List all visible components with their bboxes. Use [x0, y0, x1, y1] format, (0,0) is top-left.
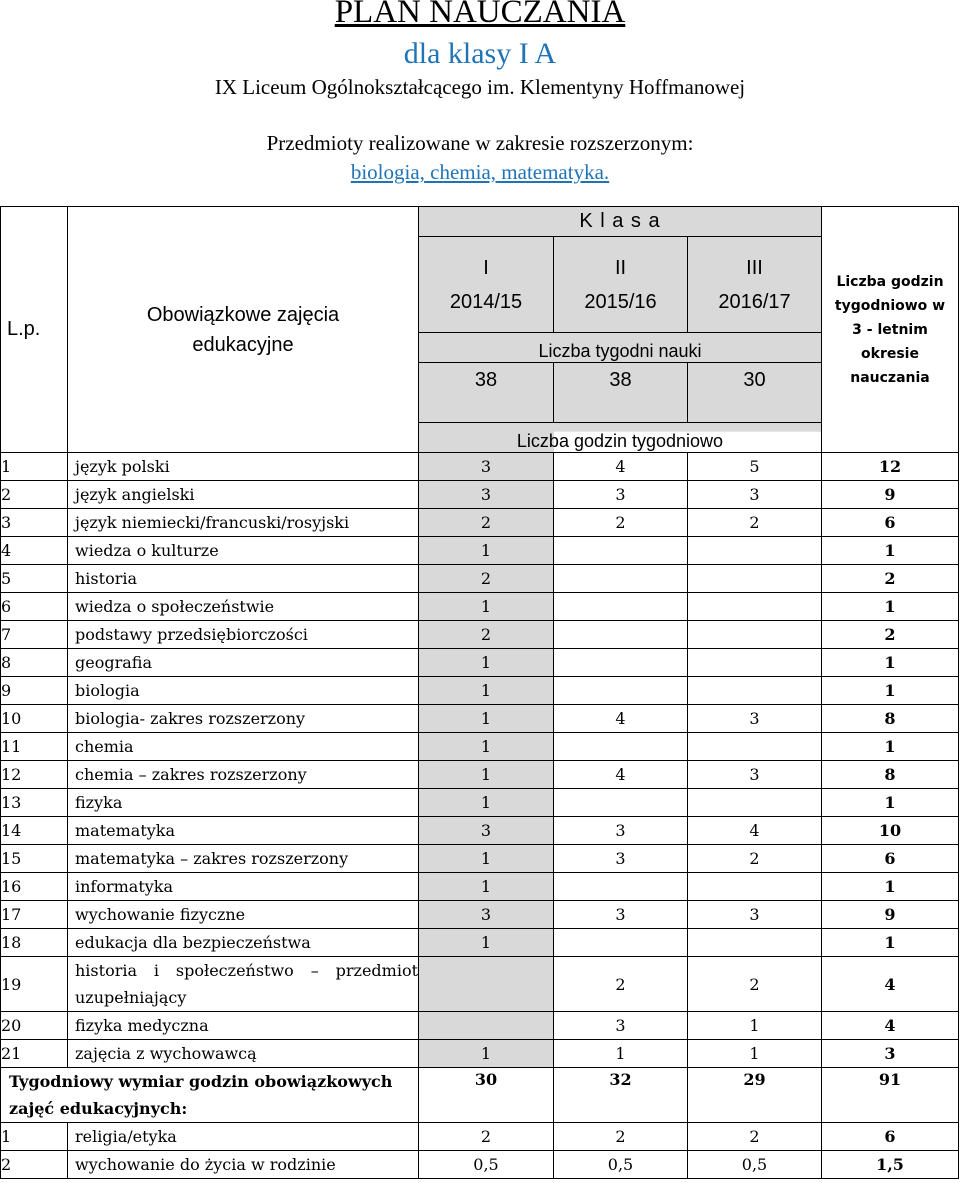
- class-2-weeks: 38: [554, 363, 688, 423]
- class-3-hours: 3: [688, 901, 822, 929]
- total-header: [822, 207, 959, 453]
- class-1-hours: 3: [419, 817, 554, 845]
- total-hours: 12: [822, 453, 959, 481]
- class-3-hours: 5: [688, 453, 822, 481]
- row-number: 19: [1, 957, 68, 1012]
- table-row: [1, 481, 959, 509]
- table-row: [1, 649, 959, 677]
- total-hours: 6: [822, 509, 959, 537]
- class-2-hours: 4: [554, 705, 688, 733]
- class-3-hours: [688, 621, 822, 649]
- table-row: [1, 733, 959, 761]
- curriculum-table: [0, 206, 959, 1179]
- class-2-hours: 2: [554, 1123, 688, 1151]
- subject-header-text: Obowiązkowe zajęcia edukacyjne: [146, 303, 340, 356]
- table-row: [1, 1040, 959, 1068]
- extended-intro: Przedmioty realizowane w zakresie rozszerzonym:: [266, 131, 694, 155]
- class-3-weeks: 30: [688, 363, 822, 423]
- class-3-hours: [688, 873, 822, 901]
- class-2-hours: 3: [554, 817, 688, 845]
- subject-name: wiedza o społeczeństwie: [68, 593, 419, 621]
- class-3-hours: 2: [688, 1123, 822, 1151]
- class-1-hours: 3: [419, 901, 554, 929]
- class-1-hours: 1: [419, 705, 554, 733]
- class-2-hours: 4: [554, 453, 688, 481]
- row-number: 10: [1, 705, 68, 733]
- class-3-hours: [688, 733, 822, 761]
- class-3-hours: 3: [688, 705, 822, 733]
- class-2-header: [554, 237, 688, 333]
- class-3-hours: [688, 565, 822, 593]
- subject-name: fizyka: [68, 789, 419, 817]
- subject-name: chemia: [68, 733, 419, 761]
- class-1-hours: [419, 957, 554, 1012]
- class-2-hours: [554, 649, 688, 677]
- row-number: 2: [1, 481, 68, 509]
- class-1-hours: 1: [419, 649, 554, 677]
- class-1-hours: 1: [419, 733, 554, 761]
- row-number: 4: [1, 537, 68, 565]
- row-number: 9: [1, 677, 68, 705]
- subject-header: [68, 207, 419, 453]
- totals-row: [1, 1068, 959, 1123]
- total-hours: 1: [822, 593, 959, 621]
- class-1-years: 2014/15: [449, 290, 523, 313]
- table-row: [1, 677, 959, 705]
- totals-c3: 29: [688, 1068, 822, 1123]
- table-row: [1, 1123, 959, 1151]
- table-row: [1, 817, 959, 845]
- class-1-hours: [419, 1012, 554, 1040]
- subject-name: historia i społeczeństwo – przedmiot uzupełniający: [68, 957, 419, 1012]
- total-hours: 8: [822, 705, 959, 733]
- subject-name: podstawy przedsiębiorczości: [68, 621, 419, 649]
- class-2-hours: 1: [554, 1040, 688, 1068]
- row-number: 1: [1, 453, 68, 481]
- class-2-hours: 3: [554, 845, 688, 873]
- total-hours: 4: [822, 1012, 959, 1040]
- table-row: [1, 565, 959, 593]
- row-number: 5: [1, 565, 68, 593]
- class-1-hours: 1: [419, 677, 554, 705]
- subject-name: matematyka – zakres rozszerzony: [68, 845, 419, 873]
- class-1-weeks: 38: [419, 363, 554, 423]
- class-2-hours: 3: [554, 901, 688, 929]
- class-2-hours: [554, 873, 688, 901]
- table-row: [1, 453, 959, 481]
- subject-name: edukacja dla bezpieczeństwa: [68, 929, 419, 957]
- row-number: 20: [1, 1012, 68, 1040]
- class-2-hours: [554, 593, 688, 621]
- class-3-hours: [688, 593, 822, 621]
- subject-name: biologia- zakres rozszerzony: [68, 705, 419, 733]
- class-2-hours: 4: [554, 761, 688, 789]
- subject-name: wiedza o kulturze: [68, 537, 419, 565]
- class-1-hours: 2: [419, 565, 554, 593]
- row-number: 14: [1, 817, 68, 845]
- totals-label: Tygodniowy wymiar godzin obowiązkowych zajęć edukacyjnych:: [1, 1068, 419, 1123]
- class-2-hours: 2: [554, 509, 688, 537]
- row-number: 3: [1, 509, 68, 537]
- row-number: 18: [1, 929, 68, 957]
- class-3-hours: [688, 537, 822, 565]
- class-2-hours: [554, 565, 688, 593]
- total-hours: 1: [822, 733, 959, 761]
- row-number: 15: [1, 845, 68, 873]
- class-1-hours: 1: [419, 593, 554, 621]
- subject-name: chemia – zakres rozszerzony: [68, 761, 419, 789]
- class-3-hours: 2: [688, 957, 822, 1012]
- totals-c2: 32: [554, 1068, 688, 1123]
- document-title: PLAN NAUCZANIA: [334, 0, 626, 30]
- table-row: [1, 761, 959, 789]
- class-line: dla klasy I A: [403, 37, 557, 70]
- subject-name: historia: [68, 565, 419, 593]
- class-2-hours: [554, 789, 688, 817]
- class-1-hours: 1: [419, 761, 554, 789]
- weeks-label: Liczba tygodni nauki: [419, 333, 822, 363]
- row-number: 11: [1, 733, 68, 761]
- class-3-hours: [688, 649, 822, 677]
- subject-name: informatyka: [68, 873, 419, 901]
- class-3-hours: 3: [688, 481, 822, 509]
- total-hours: 1,5: [822, 1151, 959, 1179]
- table-row: [1, 705, 959, 733]
- table-row: [1, 621, 959, 649]
- row-number: 8: [1, 649, 68, 677]
- class-1-roman: I: [483, 256, 489, 279]
- row-number: 7: [1, 621, 68, 649]
- class-1-hours: 1: [419, 929, 554, 957]
- subject-name: język polski: [68, 453, 419, 481]
- class-2-hours: 3: [554, 481, 688, 509]
- total-hours: 6: [822, 1123, 959, 1151]
- class-3-hours: [688, 677, 822, 705]
- row-number: 21: [1, 1040, 68, 1068]
- subject-name: zajęcia z wychowawcą: [68, 1040, 419, 1068]
- class-1-hours: 1: [419, 873, 554, 901]
- class-3-hours: 0,5: [688, 1151, 822, 1179]
- table-row: [1, 593, 959, 621]
- subject-name: wychowanie do życia w rodzinie: [68, 1151, 419, 1179]
- class-3-hours: [688, 789, 822, 817]
- class-1-hours: 1: [419, 1040, 554, 1068]
- total-hours: 4: [822, 957, 959, 1012]
- class-3-hours: 1: [688, 1012, 822, 1040]
- class-2-hours: [554, 537, 688, 565]
- school-name: IX Liceum Ogólnokształcącego im. Klementyny Hoffmanowej: [214, 75, 746, 99]
- class-3-hours: 4: [688, 817, 822, 845]
- class-3-hours: 1: [688, 1040, 822, 1068]
- row-number: 16: [1, 873, 68, 901]
- row-number: 1: [1, 1123, 68, 1151]
- subject-name: biologia: [68, 677, 419, 705]
- total-hours: 9: [822, 481, 959, 509]
- table-row: [1, 873, 959, 901]
- extended-subjects: biologia, chemia, matematyka.: [350, 160, 610, 184]
- table-row: [1, 537, 959, 565]
- totals-total: 91: [822, 1068, 959, 1123]
- total-hours: 6: [822, 845, 959, 873]
- subject-name: wychowanie fizyczne: [68, 901, 419, 929]
- class-2-years: 2015/16: [584, 290, 657, 313]
- row-number: 6: [1, 593, 68, 621]
- total-hours: 10: [822, 817, 959, 845]
- total-hours: 1: [822, 873, 959, 901]
- class-1-hours: 3: [419, 481, 554, 509]
- table-row: [1, 957, 959, 1012]
- class-2-hours: 3: [554, 1012, 688, 1040]
- lp-header: L.p.: [1, 207, 68, 453]
- class-1-hours: 3: [419, 453, 554, 481]
- class-3-hours: [688, 929, 822, 957]
- class-1-hours: 1: [419, 537, 554, 565]
- class-3-hours: 3: [688, 761, 822, 789]
- total-hours: 8: [822, 761, 959, 789]
- table-row: [1, 929, 959, 957]
- total-hours: 2: [822, 565, 959, 593]
- row-number: 17: [1, 901, 68, 929]
- total-hours: 1: [822, 537, 959, 565]
- class-3-years: 2016/17: [718, 290, 791, 313]
- total-hours: 3: [822, 1040, 959, 1068]
- table-row: [1, 901, 959, 929]
- row-number: 2: [1, 1151, 68, 1179]
- total-hours: 1: [822, 677, 959, 705]
- class-3-header: [688, 237, 822, 333]
- class-1-hours: 0,5: [419, 1151, 554, 1179]
- class-2-hours: [554, 677, 688, 705]
- totals-c1: 30: [419, 1068, 554, 1123]
- class-2-hours: 0,5: [554, 1151, 688, 1179]
- row-number: 13: [1, 789, 68, 817]
- class-1-hours: 1: [419, 789, 554, 817]
- class-1-header: [419, 237, 554, 333]
- subject-name: język angielski: [68, 481, 419, 509]
- subject-name: geografia: [68, 649, 419, 677]
- class-3-roman: III: [746, 256, 763, 279]
- subject-name: fizyka medyczna: [68, 1012, 419, 1040]
- class-2-hours: 2: [554, 957, 688, 1012]
- total-hours: 2: [822, 621, 959, 649]
- table-row: [1, 1012, 959, 1040]
- subject-name: język niemiecki/francuski/rosyjski: [68, 509, 419, 537]
- total-header-text: Liczba godzin tygodniowo w 3 - letnim okresie nauczania: [834, 273, 946, 386]
- subject-name: matematyka: [68, 817, 419, 845]
- class-2-hours: [554, 733, 688, 761]
- klasa-header: K l a s a: [419, 207, 822, 237]
- table-row: [1, 1151, 959, 1179]
- table-row: [1, 509, 959, 537]
- total-hours: 1: [822, 649, 959, 677]
- class-3-hours: 2: [688, 509, 822, 537]
- subject-name: religia/etyka: [68, 1123, 419, 1151]
- class-1-hours: 2: [419, 509, 554, 537]
- class-2-hours: [554, 621, 688, 649]
- row-number: 12: [1, 761, 68, 789]
- class-2-hours: [554, 929, 688, 957]
- class-2-roman: II: [614, 256, 627, 279]
- class-3-hours: 2: [688, 845, 822, 873]
- total-hours: 9: [822, 901, 959, 929]
- total-hours: 1: [822, 929, 959, 957]
- class-1-hours: 1: [419, 845, 554, 873]
- hours-label: Liczba godzin tygodniowo: [419, 423, 822, 453]
- table-row: [1, 845, 959, 873]
- class-1-hours: 2: [419, 1123, 554, 1151]
- total-hours: 1: [822, 789, 959, 817]
- table-row: [1, 789, 959, 817]
- class-1-hours: 2: [419, 621, 554, 649]
